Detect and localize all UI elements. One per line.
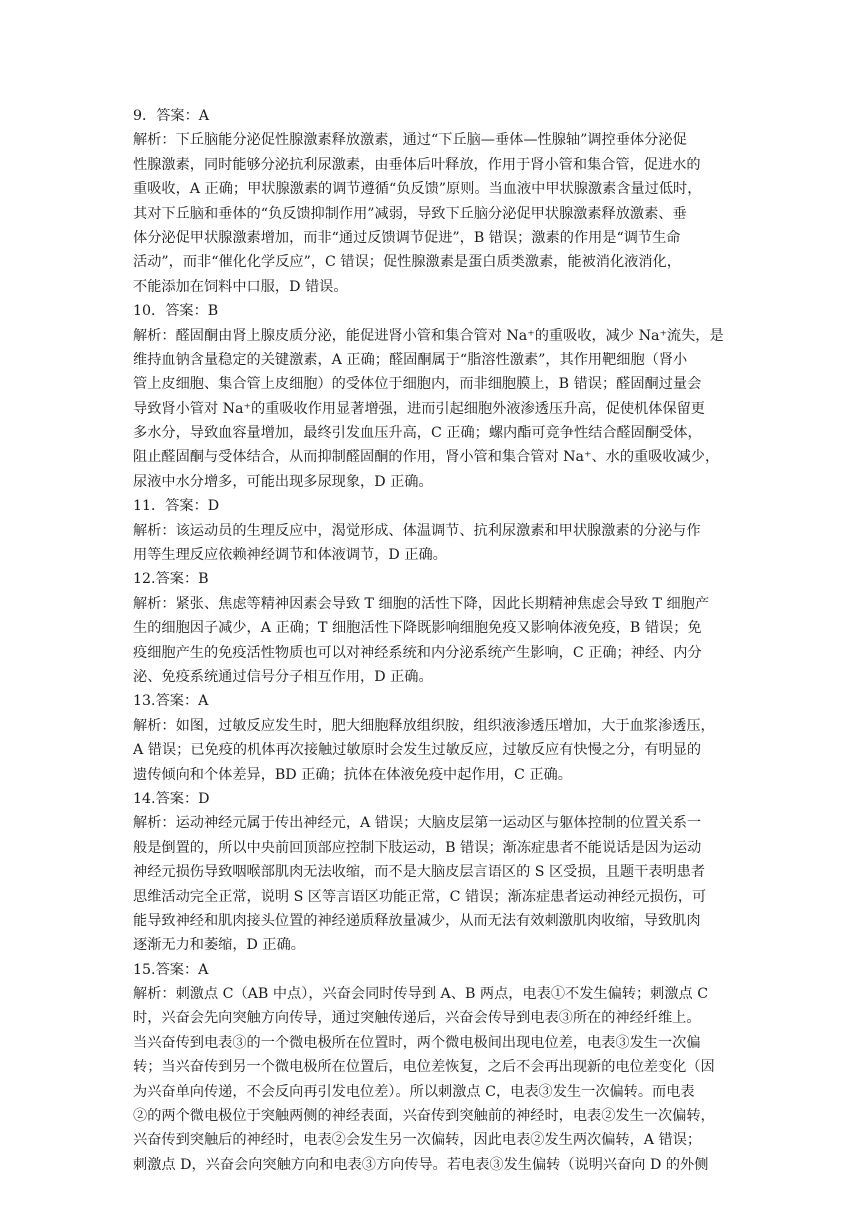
explanation-line: 用等生理反应依赖神经调节和体液调节，D 正确。: [133, 547, 447, 564]
explanation-line: 多水分，导致血容量增加，最终引发血压升高，C 正确；螺内酯可竞争性结合醛固酮受体，: [133, 425, 702, 442]
explanation-line: 生的细胞因子减少，A 正确；T 细胞活性下降既影响细胞免疫又影响体液免疫，B 错误；免: [133, 620, 702, 637]
explanation-line: 阻止醛固酮与受体结合，从而抑制醛固酮的作用，肾小管和集合管对 Na⁺、水的重吸收减少，: [133, 449, 720, 466]
explanation-line: 遗传倾向和个体差异，BD 正确；抗体在体液免疫中起作用，C 正确。: [133, 766, 572, 783]
answer-line: 9．答案：A: [133, 108, 210, 124]
explanation-line: 尿液中水分增多，可能出现多尿现象，D 正确。: [133, 473, 433, 490]
explanation-line: 般是倒置的，所以中央前回顶部应控制下肢运动，B 错误；渐冻症患者不能说话是因为运动: [133, 839, 702, 856]
answer-line: 14.答案：D: [133, 790, 210, 807]
answer-line: 12.答案：B: [133, 571, 209, 588]
explanation-line: 时，兴奋会先向突触方向传导，通过突触传递后，兴奋会传导到电表③所在的神经纤维上。: [133, 1010, 701, 1027]
explanation-line: 其对下丘脑和垂体的“负反馈抑制作用”减弱，导致下丘脑分泌促甲状腺激素释放激素、垂: [133, 205, 687, 222]
explanation-line: A 错误；已免疫的机体再次接触过敏原时会发生过敏反应，过敏反应有快慢之分，有明显的: [133, 742, 702, 759]
explanation-line: 解析：刺激点 C（AB 中点），兴奋会同时传导到 A、B 两点，电表①不发生偏转；刺激点 C: [133, 986, 709, 1003]
explanation-line: 导致肾小管对 Na⁺的重吸收作用显著增强，进而引起细胞外液渗透压升高，促使机体保留更: [133, 400, 705, 417]
answer-explanations-page: [133, 104, 739, 1177]
explanation-line: 性腺激素，同时能够分泌抗利尿激素，由垂体后叶释放，作用于肾小管和集合管，促进水的: [133, 156, 701, 173]
explanation-line: 思维活动完全正常，说明 S 区等言语区功能正常，C 错误；渐冻症患者运动神经元损伤，可: [133, 888, 707, 905]
answer-line: 10．答案：B: [133, 303, 219, 320]
explanation-line: 当兴奋传到电表③的一个微电极所在位置时，两个微电极间出现电位差，电表③发生一次偏: [133, 1034, 701, 1051]
explanation-line: 解析：下丘脑能分泌促性腺激素释放激素，通过“下丘脑—垂体—性腺轴”调控垂体分泌促: [133, 132, 687, 149]
explanation-line: 为兴奋单向传递，不会反向再引发电位差）。所以刺激点 C，电表③发生一次偏转。而电表: [133, 1083, 695, 1100]
explanation-line: 疫细胞产生的免疫活性物质也可以对神经系统和内分泌系统产生影响，C 正确；神经、内分: [133, 644, 702, 661]
answer-line: 15.答案：A: [133, 961, 209, 978]
answer-line: 11．答案：D: [133, 498, 220, 515]
explanation-line: 重吸收，A 正确；甲状腺激素的调节遵循“负反馈”原则。当血液中甲状腺激素含量过低时，: [133, 181, 702, 198]
explanation-line: 管上皮细胞、集合管上皮细胞）的受体位于细胞内，而非细胞膜上，B 错误；醛固酮过量会: [133, 376, 702, 393]
explanation-line: 神经元损伤导致咽喉部肌肉无法收缩，而不是大脑皮层言语区的 S 区受损，且题干表明患者: [133, 864, 706, 881]
explanation-line: 解析：醛固酮由肾上腺皮质分泌，能促进肾小管和集合管对 Na⁺的重吸收，减少 Na⁺流失，是: [133, 327, 724, 344]
answer-line: 13.答案：A: [133, 693, 209, 710]
explanation-line: ②的两个微电极位于突触两侧的神经表面，兴奋传到突触前的神经时，电表②发生一次偏转，: [133, 1108, 715, 1125]
explanation-line: 维持血钠含量稳定的关键激素，A 正确；醛固酮属于“脂溶性激素”，其作用靶细胞（肾小: [133, 351, 688, 368]
explanation-line: 体分泌促甲状腺激素增加，而非“通过反馈调节促进”，B 错误；激素的作用是“调节生命: [133, 229, 681, 246]
explanation-line: 解析：如图，过敏反应发生时，肥大细胞释放组织胺，组织液渗透压增加，大于血浆渗透压，: [133, 717, 715, 734]
explanation-line: 兴奋传到突触后的神经时，电表②会发生另一次偏转，因此电表②发生两次偏转，A 错误；: [133, 1132, 702, 1149]
explanation-line: 解析：紧张、焦虑等精神因素会导致 T 细胞的活性下降，因此长期精神焦虑会导致 T 细胞产: [133, 595, 710, 612]
explanation-line: 不能添加在饲料中口服，D 错误。: [133, 278, 348, 295]
explanation-line: 解析：运动神经元属于传出神经元，A 错误；大脑皮层第一运动区与躯体控制的位置关系一: [133, 815, 702, 832]
explanation-line: 转；当兴奋传到另一个微电极所在位置后，电位差恢复，之后不会再出现新的电位差变化（因: [133, 1059, 715, 1076]
explanation-line: 能导致神经和肌肉接头位置的神经递质释放量减少，从而无法有效刺激肌肉收缩，导致肌肉: [133, 912, 701, 929]
explanation-line: 解析：该运动员的生理反应中，渴觉形成、体温调节、抗利尿激素和甲状腺激素的分泌与作: [133, 522, 701, 539]
explanation-line: 刺激点 D，兴奋会向突触方向和电表③方向传导。若电表③发生偏转（说明兴奋向 D 的外侧: [133, 1156, 709, 1173]
explanation-line: 逐渐无力和萎缩，D 正确。: [133, 937, 305, 954]
explanation-line: 泌、免疫系统通过信号分子相互作用，D 正确。: [133, 668, 433, 685]
explanation-line: 活动”，而非“催化化学反应”，C 错误；促性腺激素是蛋白质类激素，能被消化液消化，: [133, 254, 681, 271]
